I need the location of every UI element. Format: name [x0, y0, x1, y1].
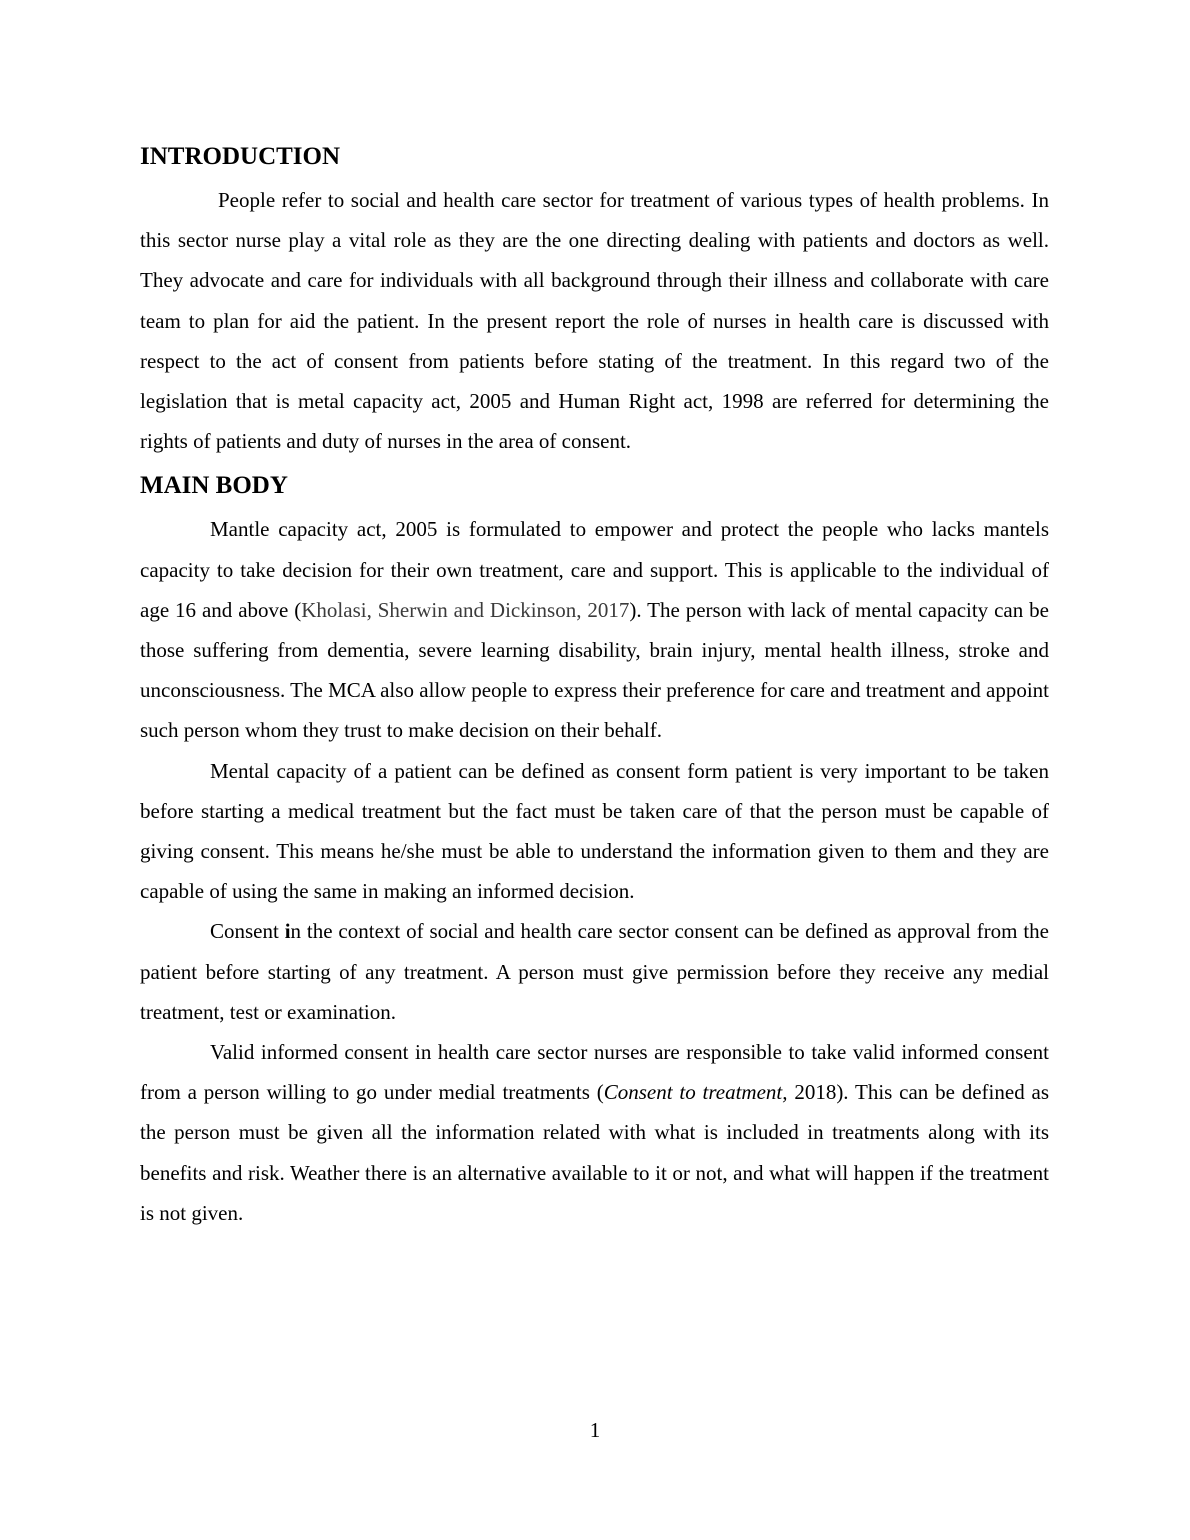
- paragraph-4-text-end: 2018). This can be defined as the person must be given all the information related with what is included in treatments along with its benefits and risk. Weather there is an alternative available to it or not, and what will happen if the treatment is not given.: [140, 1080, 1050, 1225]
- main-body-paragraph-4: [140, 1032, 1049, 1233]
- main-body-paragraph-1: [140, 509, 1049, 750]
- citation-kholasi: Kholasi, Sherwin and Dickinson, 2017: [301, 597, 630, 622]
- citation-consent-to-treatment: Consent to treatment,: [603, 1080, 788, 1105]
- introduction-paragraph: People refer to social and health care sector for treatment of various types of health problems. In this sector nurse play a vital role as they are the one directing dealing with patients and doctors as well. They advocate and care for individuals with all background through their illness and collaborate with care team to plan for aid the patient. In the present report the role of nurses in health care is discussed with respect to the act of consent from patients before stating of the treatment. In this regard two of the legislation that is metal capacity act, 2005 and Human Right act, 1998 are referred for determining the rights of patients and duty of nurses in the area of consent.: [140, 188, 1049, 454]
- paragraph-3-lead: Consent: [210, 919, 285, 944]
- paragraph-3-rest: n the context of social and health care sector consent can be defined as approval from the patient before starting of any treatment. A person must give permission before they receive any medial treatment, test or examination.: [140, 919, 1049, 1024]
- introduction-heading: INTRODUCTION: [140, 143, 341, 170]
- main-body-paragraph-2: Mental capacity of a patient can be defined as consent form patient is very important to be taken before starting a medical treatment but the fact must be taken care of that the person must be capable of giving consent. This means he/she must be able to understand the information given to them and they are capable of using the same in making an informed decision.: [140, 758, 1049, 904]
- paragraph-3-bold-letter: i: [284, 919, 291, 944]
- main-body-paragraph-3: [140, 911, 1049, 1032]
- paragraph-1-text-start: Mantle capacity act, 2005 is formulated to empower and protect the people who lacks mantels capacity to take decision for their own treatment, care and support. This is applicable to the individual of age 16 and above (: [140, 517, 1049, 622]
- document-content: [140, 140, 1049, 1233]
- paragraph-1-text-end: ). The person with lack of mental capacity can be those suffering from dementia, severe learning disability, brain injury, mental health illness, stroke and unconsciousness. The MCA also allow people to express their preference for care and treatment and appoint such person whom they trust to make decision on their behalf.: [140, 597, 1049, 743]
- page-number: 1: [589, 1418, 601, 1442]
- paragraph-4-text-start: Valid informed consent in health care sector nurses are responsible to take valid informed consent from a person willing to go under medial treatments (: [140, 1040, 1049, 1105]
- main-body-heading: MAIN BODY: [140, 472, 288, 500]
